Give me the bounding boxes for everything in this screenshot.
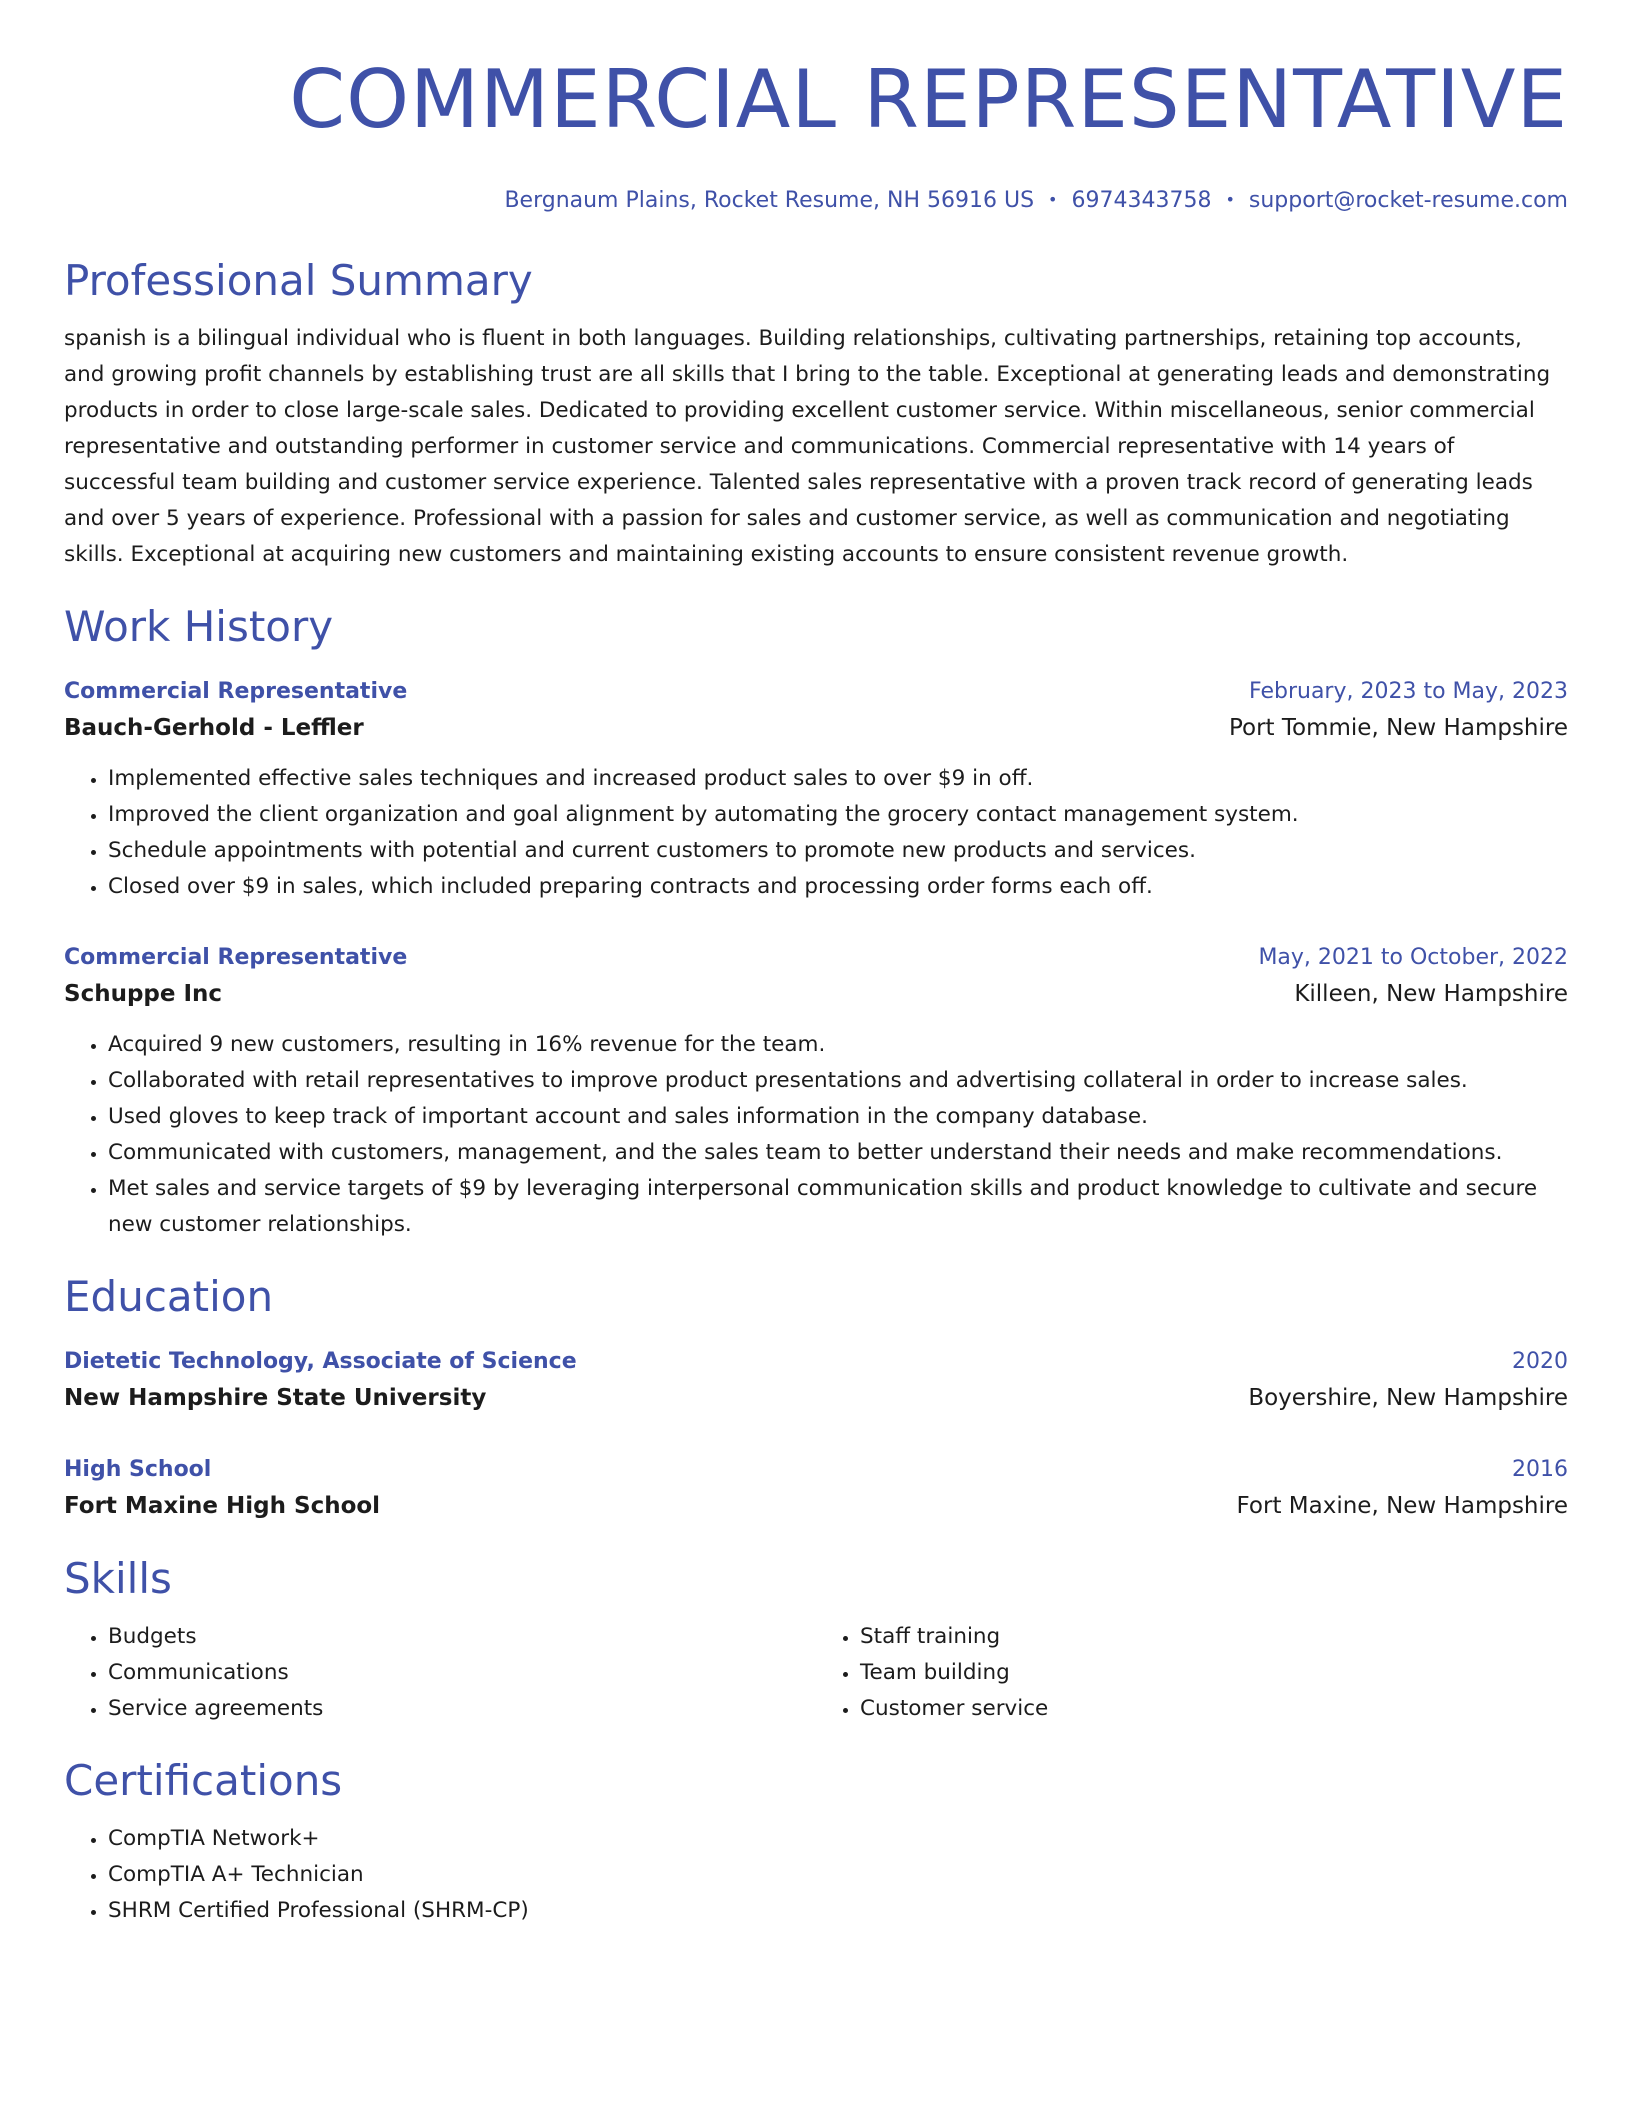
education-degree: Dietetic Technology, Associate of Science — [64, 1349, 577, 1374]
job-title-row — [64, 675, 1568, 709]
job-dates: February, 2023 to May, 2023 — [1249, 679, 1568, 704]
contact-separator: • — [1225, 190, 1235, 209]
summary-text: spanish is a bilingual individual who is fluent in both languages. Building relationships, cultivating partnerships, retaining top accounts, and growing profit channels by establishing trust are all skills that I bring to the table. Exceptional at generating leads and demonstrating products in order to close large-scale sales. Dedicated to providing excellent customer service. Within miscellaneous, senior commercial representative and outstanding performer in customer service and communications. Commercial representative with 14 years of successful team building and customer service experience. Talented sales representative with a proven track record of generating leads and over 5 years of experience. Professional with a passion for sales and customer service, as well as communication and negotiating skills. Exceptional at acquiring new customers and maintaining existing accounts to ensure consistent revenue growth. — [64, 326, 1551, 567]
job-dates: May, 2021 to October, 2022 — [1258, 945, 1568, 970]
education-location: Fort Maxine, New Hampshire — [1236, 1493, 1568, 1519]
skills-column-right — [816, 1619, 1568, 1727]
job-title-row — [64, 941, 1568, 975]
skills-list — [64, 1619, 1568, 1727]
job-position: Commercial Representative — [64, 679, 408, 704]
education-degree-row — [64, 1453, 1568, 1487]
education-entry — [64, 1453, 1568, 1525]
summary-heading: Professional Summary — [64, 256, 533, 305]
resume-header — [64, 0, 1568, 215]
list-item: • Used gloves to keep track of important account and sales information in the company database. — [108, 1099, 1568, 1135]
education-entry — [64, 1345, 1568, 1417]
list-item: • Implemented effective sales techniques and increased product sales to over $9 in off. — [108, 761, 1568, 797]
list-item: • Improved the client organization and goal alignment by automating the grocery contact management system. — [108, 797, 1568, 833]
certification-item: • CompTIA Network+ — [108, 1821, 1568, 1857]
job-bullets — [64, 1027, 1568, 1243]
candidate-name: COMMERCIAL REPRESENTATIVE — [289, 53, 1568, 146]
job-company-row — [64, 709, 1568, 747]
certification-item: • CompTIA A+ Technician — [108, 1857, 1568, 1893]
job-position: Commercial Representative — [64, 945, 408, 970]
job-bullets — [64, 761, 1568, 905]
contact-phone: 6974343758 — [1071, 188, 1212, 213]
education-year: 2020 — [1512, 1349, 1568, 1374]
job-company: Bauch-Gerhold - Leffler — [64, 715, 364, 741]
certifications-list — [64, 1821, 1568, 1929]
education-year: 2016 — [1512, 1457, 1568, 1482]
education-heading: Education — [64, 1272, 274, 1321]
skill-item: • Customer service — [860, 1691, 1568, 1727]
list-item: • Acquired 9 new customers, resulting in 16% revenue for the team. — [108, 1027, 1568, 1063]
job-company: Schuppe Inc — [64, 981, 223, 1007]
job-location: Killeen, New Hampshire — [1294, 981, 1568, 1007]
contact-email[interactable]: support@rocket-resume.com — [1248, 188, 1568, 213]
skill-item: • Staff training — [860, 1619, 1568, 1655]
skill-item: • Team building — [860, 1655, 1568, 1691]
skill-item: • Service agreements — [108, 1691, 816, 1727]
certifications-heading: Certifications — [64, 1756, 343, 1805]
list-item: • Collaborated with retail representatives to improve product presentations and advertising collateral in order to increase sales. — [108, 1063, 1568, 1099]
job-company-row — [64, 975, 1568, 1013]
list-item: • Closed over $9 in sales, which included preparing contracts and processing order forms each off. — [108, 869, 1568, 905]
job-entry — [64, 675, 1568, 905]
contact-line — [64, 186, 1568, 215]
education-school: Fort Maxine High School — [64, 1493, 381, 1519]
job-entry — [64, 941, 1568, 1243]
education-school-row — [64, 1487, 1568, 1525]
contact-separator: • — [1048, 190, 1058, 209]
job-location: Port Tommie, New Hampshire — [1228, 715, 1568, 741]
list-item: • Schedule appointments with potential and current customers to promote new products and services. — [108, 833, 1568, 869]
education-location: Boyershire, New Hampshire — [1248, 1385, 1568, 1411]
skills-heading: Skills — [64, 1554, 172, 1603]
work-history-heading: Work History — [64, 602, 334, 651]
skills-column-left — [64, 1619, 816, 1727]
skill-item: • Communications — [108, 1655, 816, 1691]
education-degree-row — [64, 1345, 1568, 1379]
list-item: • Communicated with customers, management, and the sales team to better understand their needs and make recommendations. — [108, 1135, 1568, 1171]
skill-item: • Budgets — [108, 1619, 816, 1655]
education-degree: High School — [64, 1457, 212, 1482]
certification-item: • SHRM Certified Professional (SHRM-CP) — [108, 1893, 1568, 1929]
list-item: • Met sales and service targets of $9 by leveraging interpersonal communication skills and product knowledge to cultivate and secure new customer relationships. — [108, 1171, 1568, 1243]
education-school: New Hampshire State University — [64, 1385, 487, 1411]
contact-address: Bergnaum Plains, Rocket Resume, NH 56916 US — [504, 188, 1035, 213]
education-school-row — [64, 1379, 1568, 1417]
